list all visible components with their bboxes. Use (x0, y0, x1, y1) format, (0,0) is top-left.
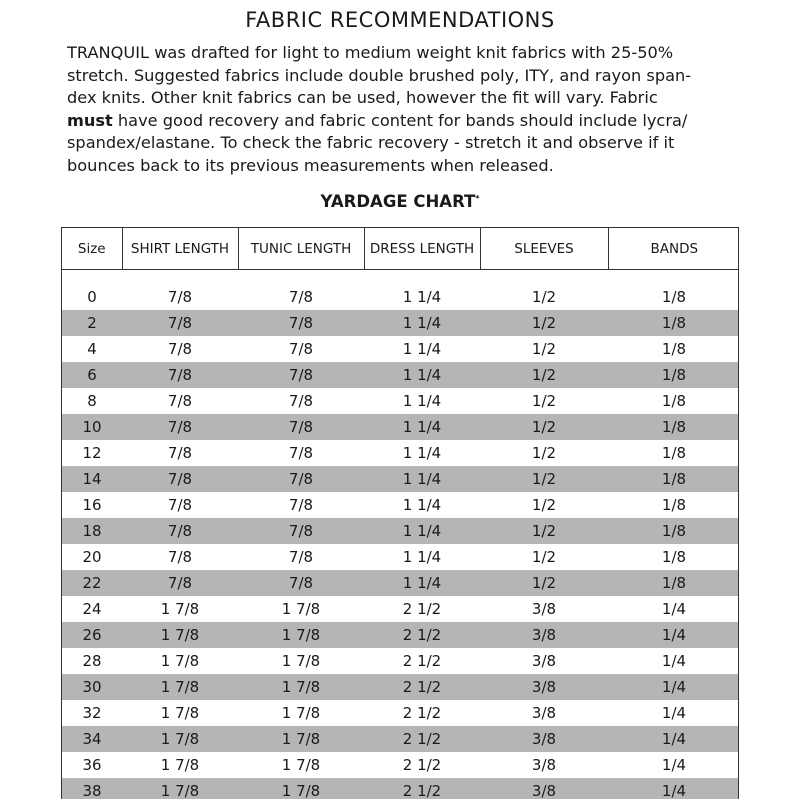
table-row (62, 362, 739, 388)
cell-dress-length: 2 1/2 (402, 652, 442, 670)
cell-dress-length: 1 1/4 (402, 340, 442, 358)
cell-size: 26 (62, 622, 122, 648)
cell-sleeves: 1/2 (480, 570, 608, 596)
cell-bands: 1/8 (608, 570, 739, 596)
cell-bands: 1/8 (661, 548, 687, 566)
cell-bands: 1/8 (608, 310, 739, 336)
cell-sleeves: 1/2 (531, 288, 557, 306)
yardage-table (62, 228, 739, 799)
cell-shirt-length: 1 7/8 (122, 726, 238, 752)
cell-shirt-length: 7/8 (167, 444, 193, 462)
cell-bands: 1/8 (661, 340, 687, 358)
cell-size: 14 (62, 466, 122, 492)
cell-size: 18 (62, 518, 122, 544)
cell-shirt-length: 1 7/8 (160, 600, 200, 618)
cell-size: 20 (82, 548, 102, 566)
cell-tunic-length: 7/8 (288, 496, 314, 514)
cell-size: 34 (62, 726, 122, 752)
cell-sleeves: 1/2 (480, 466, 608, 492)
cell-dress-length: 1 1/4 (364, 310, 480, 336)
cell-size: 0 (87, 288, 97, 306)
cell-bands: 1/4 (608, 674, 739, 700)
intro-line: TRANQUIL was drafted for light to medium weight knit fabrics with 25-50% (67, 43, 674, 62)
cell-tunic-length: 7/8 (288, 548, 314, 566)
cell-dress-length: 2 1/2 (402, 704, 442, 722)
cell-sleeves: 1/2 (480, 518, 608, 544)
cell-shirt-length: 7/8 (122, 518, 238, 544)
cell-sleeves: 1/2 (480, 362, 608, 388)
cell-size: 30 (62, 674, 122, 700)
cell-bands: 1/8 (661, 496, 687, 514)
cell-bands: 1/8 (608, 362, 739, 388)
yardage-table-frame (61, 227, 739, 799)
intro-line (67, 110, 747, 133)
cell-shirt-length: 1 7/8 (122, 622, 238, 648)
cell-tunic-length: 1 7/8 (238, 622, 364, 648)
cell-tunic-length: 7/8 (238, 466, 364, 492)
table-row (62, 284, 739, 310)
cell-bands: 1/4 (661, 652, 687, 670)
cell-size: 8 (87, 392, 97, 410)
cell-shirt-length: 7/8 (122, 362, 238, 388)
cell-sleeves: 1/2 (531, 340, 557, 358)
cell-shirt-length: 7/8 (167, 548, 193, 566)
cell-tunic-length: 1 7/8 (281, 600, 321, 618)
cell-size: 24 (82, 600, 102, 618)
cell-shirt-length: 1 7/8 (122, 778, 238, 799)
cell-sleeves: 1/2 (531, 392, 557, 410)
cell-shirt-length: 7/8 (167, 392, 193, 410)
cell-sleeves: 1/2 (531, 496, 557, 514)
table-row (62, 622, 739, 648)
cell-bands: 1/8 (661, 392, 687, 410)
cell-sleeves: 3/8 (480, 622, 608, 648)
cell-shirt-length: 7/8 (167, 288, 193, 306)
cell-tunic-length: 1 7/8 (238, 778, 364, 799)
cell-dress-length: 2 1/2 (364, 674, 480, 700)
cell-dress-length: 1 1/4 (402, 392, 442, 410)
cell-size: 36 (82, 756, 102, 774)
cell-dress-length: 1 1/4 (402, 444, 442, 462)
cell-sleeves: 1/2 (480, 310, 608, 336)
cell-bands: 1/8 (608, 466, 739, 492)
cell-tunic-length: 7/8 (288, 444, 314, 462)
cell-dress-length: 1 1/4 (402, 548, 442, 566)
table-row (62, 336, 739, 362)
table-row (62, 518, 739, 544)
cell-shirt-length: 1 7/8 (160, 756, 200, 774)
table-row (62, 648, 739, 674)
intro-line: stretch. Suggested fabrics include double brushed poly, ITY, and rayon span- (67, 65, 692, 85)
cell-bands: 1/4 (608, 726, 739, 752)
cell-tunic-length: 7/8 (288, 392, 314, 410)
cell-bands: 1/4 (661, 600, 687, 618)
table-row (62, 466, 739, 492)
cell-bands: 1/4 (608, 778, 739, 799)
cell-sleeves: 3/8 (531, 652, 557, 670)
cell-tunic-length: 7/8 (238, 518, 364, 544)
intro-line-rest: have good recovery and fabric content for bands should include lycra/ (112, 110, 688, 130)
cell-sleeves: 3/8 (531, 600, 557, 618)
cell-sleeves: 3/8 (531, 704, 557, 722)
table-row (62, 726, 739, 752)
table-row (62, 544, 739, 570)
table-header-row (62, 228, 739, 270)
cell-tunic-length: 1 7/8 (281, 652, 321, 670)
cell-dress-length: 2 1/2 (402, 756, 442, 774)
intro-line: dex knits. Other knit fabrics can be used, however the fit will vary. Fabric (67, 88, 658, 108)
cell-size: 38 (62, 778, 122, 799)
table-row (62, 596, 739, 622)
column-header-bands: BANDS (608, 228, 739, 270)
table-spacer-row (62, 270, 739, 285)
cell-dress-length: 1 1/4 (364, 414, 480, 440)
cell-size: 10 (62, 414, 122, 440)
cell-dress-length: 2 1/2 (364, 622, 480, 648)
cell-size: 2 (62, 310, 122, 336)
intro-line: spandex/elastane. To check the fabric recovery - stretch it and observe if it (67, 133, 675, 153)
cell-tunic-length: 1 7/8 (281, 704, 321, 722)
cell-shirt-length: 7/8 (122, 570, 238, 596)
cell-dress-length: 2 1/2 (402, 600, 442, 618)
table-row (62, 700, 739, 726)
cell-shirt-length: 7/8 (167, 496, 193, 514)
cell-bands: 1/8 (608, 414, 739, 440)
cell-sleeves: 1/2 (531, 444, 557, 462)
cell-size: 28 (82, 652, 102, 670)
cell-shirt-length: 7/8 (167, 340, 193, 358)
cell-tunic-length: 7/8 (238, 310, 364, 336)
column-header-size: Size (62, 228, 122, 270)
cell-dress-length: 1 1/4 (364, 518, 480, 544)
cell-size: 32 (82, 704, 102, 722)
cell-shirt-length: 7/8 (122, 310, 238, 336)
table-row (62, 674, 739, 700)
intro-line: bounces back to its previous measurements when released. (67, 155, 554, 175)
table-row (62, 778, 739, 799)
cell-size: 16 (82, 496, 102, 514)
cell-dress-length: 2 1/2 (364, 726, 480, 752)
cell-tunic-length: 7/8 (238, 570, 364, 596)
cell-dress-length: 1 1/4 (402, 496, 442, 514)
table-row (62, 440, 739, 466)
page-title: FABRIC RECOMMENDATIONS (245, 8, 555, 32)
table-row (62, 414, 739, 440)
cell-dress-length: 1 1/4 (402, 288, 442, 306)
cell-dress-length: 1 1/4 (364, 466, 480, 492)
cell-sleeves: 3/8 (480, 726, 608, 752)
emphasis-must: must (67, 110, 113, 130)
cell-sleeves: 1/2 (480, 414, 608, 440)
column-header-shirt-length: SHIRT LENGTH (122, 228, 238, 270)
cell-shirt-length: 1 7/8 (160, 704, 200, 722)
cell-sleeves: 3/8 (480, 778, 608, 799)
column-header-sleeves: SLEEVES (480, 228, 608, 270)
cell-shirt-length: 7/8 (122, 414, 238, 440)
cell-sleeves: 1/2 (531, 548, 557, 566)
cell-dress-length: 1 1/4 (364, 362, 480, 388)
intro-paragraph (67, 42, 747, 178)
yardage-chart-title (0, 192, 800, 211)
cell-tunic-length: 1 7/8 (281, 756, 321, 774)
cell-size: 12 (82, 444, 102, 462)
footnote-mark: * (475, 194, 480, 203)
cell-sleeves: 3/8 (531, 756, 557, 774)
column-header-dress-length: DRESS LENGTH (364, 228, 480, 270)
cell-dress-length: 2 1/2 (364, 778, 480, 799)
table-row (62, 388, 739, 414)
cell-shirt-length: 1 7/8 (160, 652, 200, 670)
cell-size: 4 (87, 340, 97, 358)
cell-shirt-length: 7/8 (122, 466, 238, 492)
cell-tunic-length: 1 7/8 (238, 674, 364, 700)
cell-bands: 1/8 (661, 444, 687, 462)
cell-bands: 1/4 (661, 756, 687, 774)
cell-bands: 1/8 (608, 518, 739, 544)
cell-tunic-length: 7/8 (288, 340, 314, 358)
column-header-tunic-length: TUNIC LENGTH (238, 228, 364, 270)
table-row (62, 310, 739, 336)
chart-title-text: YARDAGE CHART (320, 192, 476, 211)
cell-bands: 1/8 (661, 288, 687, 306)
cell-bands: 1/4 (661, 704, 687, 722)
cell-size: 22 (62, 570, 122, 596)
table-row (62, 492, 739, 518)
cell-tunic-length: 7/8 (238, 414, 364, 440)
cell-dress-length: 1 1/4 (364, 570, 480, 596)
cell-tunic-length: 1 7/8 (238, 726, 364, 752)
cell-bands: 1/4 (608, 622, 739, 648)
cell-tunic-length: 7/8 (288, 288, 314, 306)
cell-size: 6 (62, 362, 122, 388)
table-body (62, 270, 739, 800)
table-row (62, 570, 739, 596)
cell-sleeves: 3/8 (480, 674, 608, 700)
cell-shirt-length: 1 7/8 (122, 674, 238, 700)
cell-tunic-length: 7/8 (238, 362, 364, 388)
table-row (62, 752, 739, 778)
